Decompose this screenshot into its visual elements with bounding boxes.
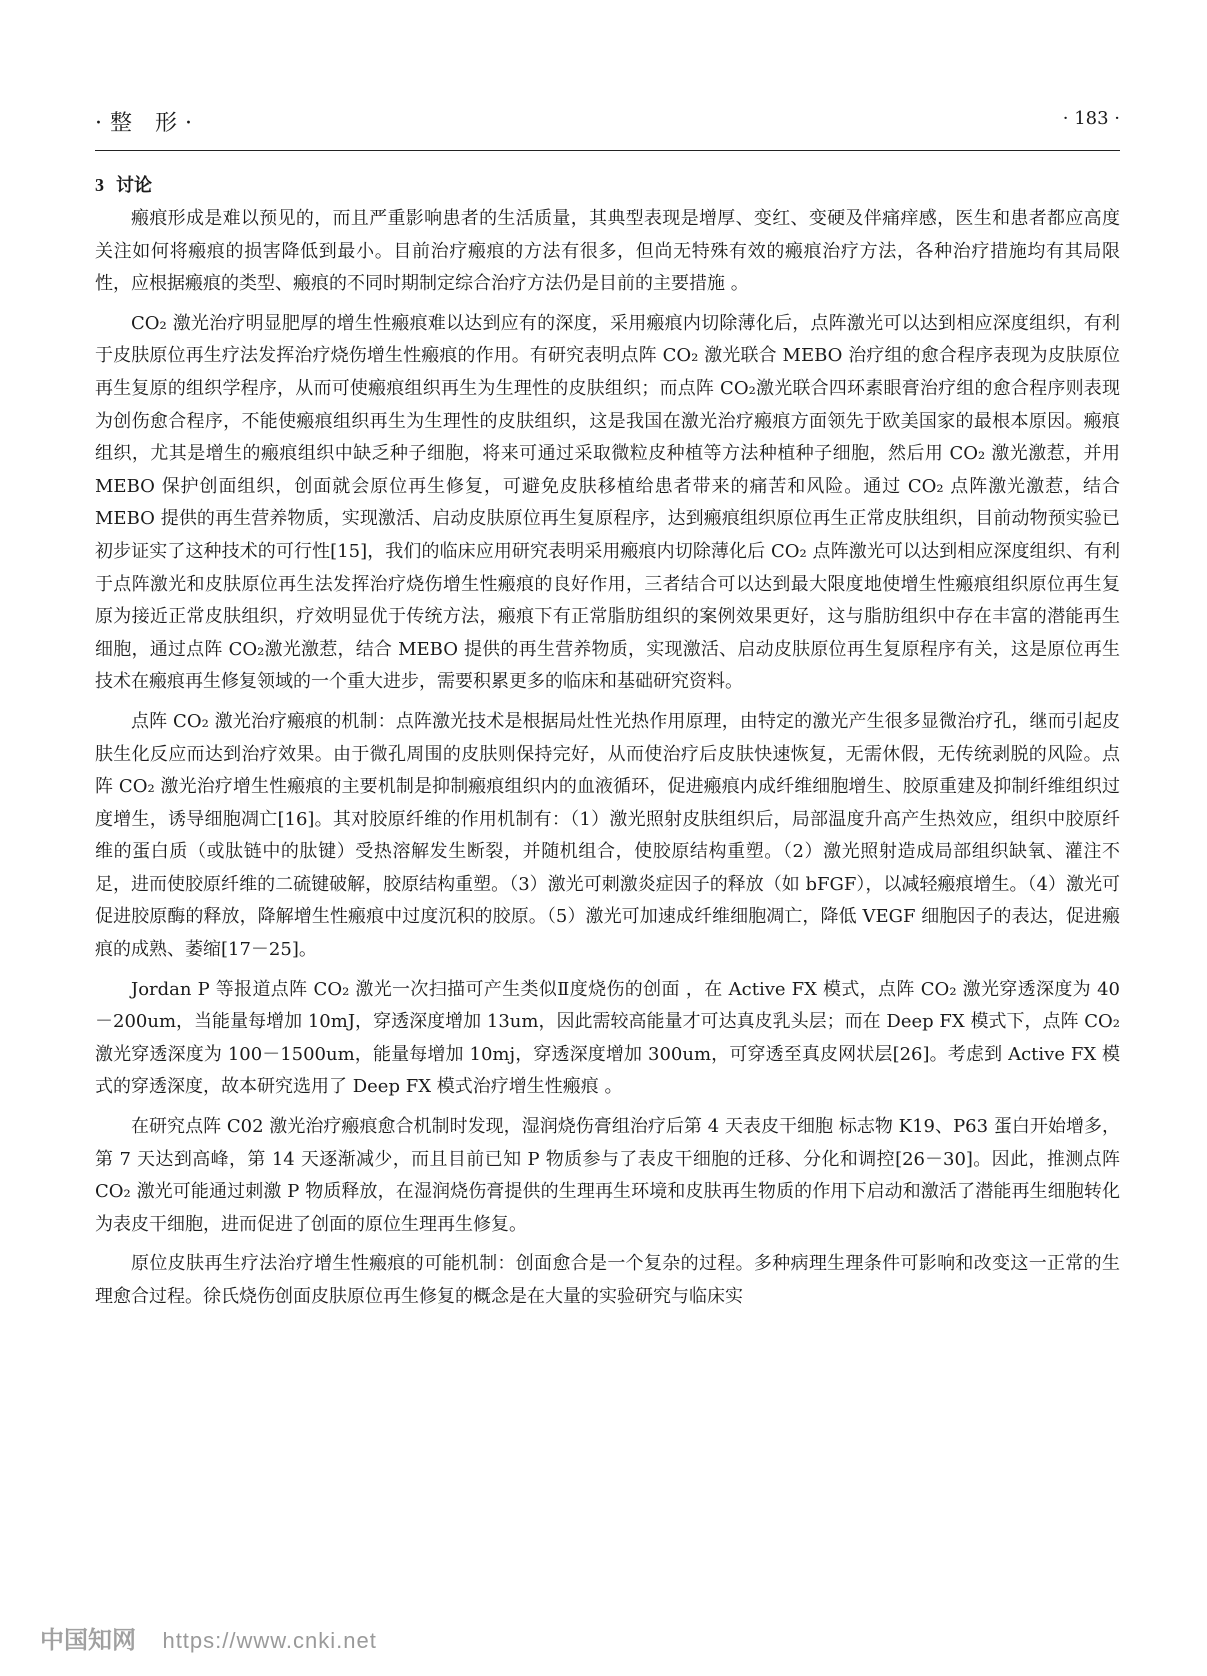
paragraph-6: 原位皮肤再生疗法治疗增生性瘢痕的可能机制：创面愈合是一个复杂的过程。多种病理生理条件可影响和改变这一正常的生理愈合过程。徐氏烧伤创面皮肤原位再生修复的概念是在大量的实验研究与临床实 [95, 1253, 1120, 1307]
running-header [95, 106, 1120, 142]
section-number: 3 [95, 175, 104, 195]
cnki-logo: 中国知网 [40, 1626, 136, 1654]
section-label: ·整 形· [95, 111, 200, 136]
cnki-url[interactable]: https://www.cnki.net [162, 1628, 377, 1653]
watermark-footer [40, 1620, 377, 1655]
header-rule [95, 150, 1120, 151]
paragraph-4: Jordan P 等报道点阵 CO₂ 激光一次扫描可产生类似Ⅱ度烧伤的创面 ，在 Active FX 模式，点阵 CO₂ 激光穿透深度为 40－200um，当能量每增加 10mJ，穿透深度增加 13um，因此需较高能量才可达真皮乳头层；而在 Deep FX 模式下，点阵 CO₂ 激光穿透深度为 100－1500um，能量每增加 10mj，穿透深度增加 300um，可穿透至真皮网状层[26]。考虑到 Active FX 模式的穿透深度，故本研究选用了 Deep FX 模式治疗增生性瘢痕 。 [95, 978, 1120, 1098]
page-number: · 183 · [1062, 108, 1120, 129]
paragraph-5: 在研究点阵 C02 激光治疗瘢痕愈合机制时发现，湿润烧伤膏组治疗后第 4 天表皮干细胞 标志物 K19、P63 蛋白开始增多，第 7 天达到高峰，第 14 天逐渐减少，而且目前已知 P 物质参与了表皮干细胞的迁移、分化和调控[26－30]。因此，推测点阵 CO₂ 激光可能通过刺激 P 物质释放，在湿润烧伤膏提供的生理再生环境和皮肤再生物质的作用下启动和激活了潜能再生细胞转化为表皮干细胞，进而促进了创面的原位生理再生修复。 [95, 1116, 1120, 1235]
paragraph-2: CO₂ 激光治疗明显肥厚的增生性瘢痕难以达到应有的深度，采用瘢痕内切除薄化后，点阵激光可以达到相应深度组织，有利于皮肤原位再生疗法发挥治疗烧伤增生性瘢痕的作用。有研究表明点阵 CO₂ 激光联合 MEBO 治疗组的愈合程序表现为皮肤原位再生复原的组织学程序，从而可使瘢痕组织再生为生理性的皮肤组织；而点阵 CO₂激光联合四环素眼膏治疗组的愈合程序则表现为创伤愈合程序，不能使瘢痕组织再生为生理性的皮肤组织，这是我国在激光治疗瘢痕方面领先于欧美国家的最根本原因。瘢痕组织，尤其是增生的瘢痕组织中缺乏种子细胞，将来可通过采取微粒皮种植等方法种植种子细胞，然后用 CO₂ 激光激惹，并用 MEBO 保护创面组织，创面就会原位再生修复，可避免皮肤移植给患者带来的痛苦和风险。通过 CO₂ 点阵激光激惹，结合 MEBO 提供的再生营养物质，实现激活、启动皮肤原位再生复原程序，达到瘢痕组织原位再生正常皮肤组织，目前动物预实验已初步证实了这种技术的可行性[15]，我们的临床应用研究表明采用瘢痕内切除薄化后 CO₂ 点阵激光可以达到相应深度组织、有利于点阵激光和皮肤原位再生法发挥治疗烧伤增生性瘢痕的良好作用，三者结合可以达到最大限度地使增生性瘢痕组织原位再生复原为接近正常皮肤组织，疗效明显优于传统方法，瘢痕下有正常脂肪组织的案例效果更好，这与脂肪组织中存在丰富的潜能再生细胞，通过点阵 CO₂激光激惹，结合 MEBO 提供的再生营养物质，实现激活、启动皮肤原位再生复原程序有关，这是原位再生技术在瘢痕再生修复领域的一个重大进步，需要积累更多的临床和基础研究资料。 [95, 312, 1120, 693]
section-heading [95, 172, 1120, 199]
article-body [95, 172, 1120, 1321]
paragraph-3: 点阵 CO₂ 激光治疗瘢痕的机制：点阵激光技术是根据局灶性光热作用原理，由特定的激光产生很多显微治疗孔，继而引起皮肤生化反应而达到治疗效果。由于微孔周围的皮肤则保持完好，从而使治疗后皮肤快速恢复，无需休假，无传统剥脱的风险。点阵 CO₂ 激光治疗增生性瘢痕的主要机制是抑制瘢痕组织内的血液循环，促进瘢痕内成纤维细胞增生、胶原重建及抑制纤维组织过度增生，诱导细胞凋亡[16]。其对胶原纤维的作用机制有：（1）激光照射皮肤组织后，局部温度升高产生热效应，组织中胶原纤维的蛋白质（或肽链中的肽键）受热溶解发生断裂，并随机组合，使胶原结构重塑。（2）激光照射造成局部组织缺氧、灌注不足，进而使胶原纤维的二硫键破解，胶原结构重塑。（3）激光可刺激炎症因子的释放（如 bFGF），以减轻瘢痕增生。（4）激光可促进胶原酶的释放，降解增生性瘢痕中过度沉积的胶原。（5）激光可加速成纤维细胞凋亡，降低 VEGF 细胞因子的表达，促进瘢痕的成熟、萎缩[17－25]。 [95, 710, 1120, 961]
paragraph-1: 瘢痕形成是难以预见的，而且严重影响患者的生活质量，其典型表现是增厚、变红、变硬及伴痛痒感，医生和患者都应高度关注如何将瘢痕的损害降低到最小。目前治疗瘢痕的方法有很多，但尚无特殊有效的瘢痕治疗方法，各种治疗措施均有其局限性，应根据瘢痕的类型、瘢痕的不同时期制定综合治疗方法仍是目前的主要措施 。 [95, 208, 1120, 295]
section-title: 讨论 [116, 175, 152, 196]
